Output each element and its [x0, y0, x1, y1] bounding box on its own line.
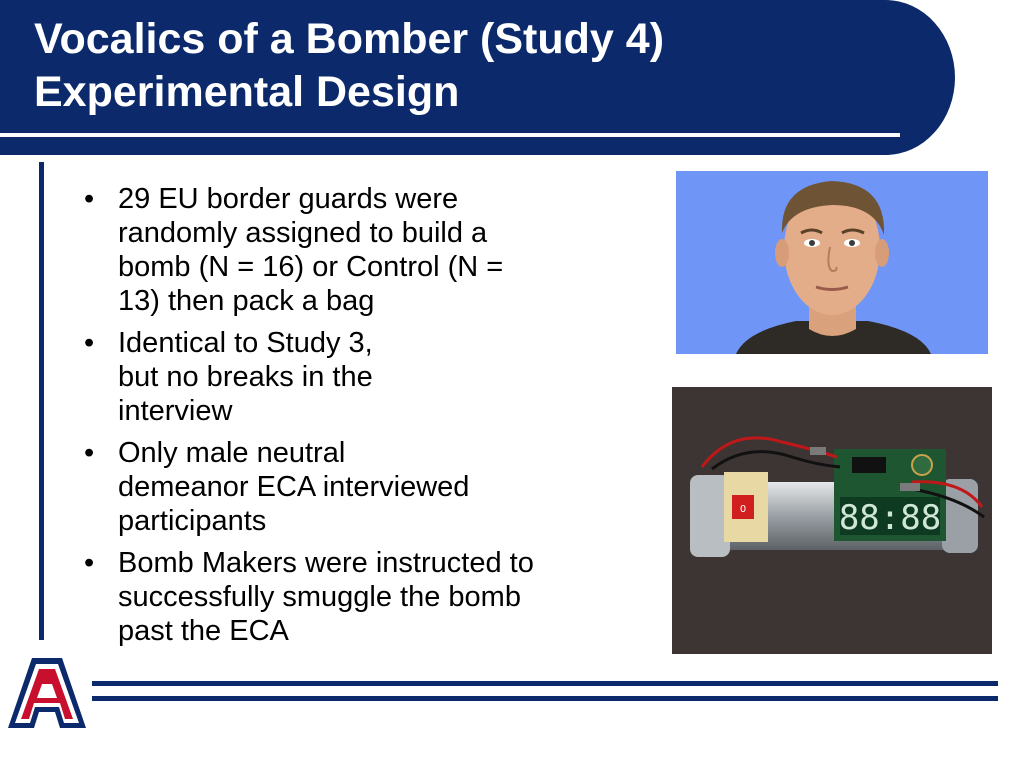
bullet-line: past the ECA — [118, 615, 289, 647]
bomb-timer-display: 88:88 — [838, 498, 942, 538]
title-line-2: Experimental Design — [34, 68, 460, 116]
bullet-line: • Only male neutral — [118, 437, 346, 469]
bullet-item — [80, 436, 640, 538]
pipe-bomb-illustration — [672, 387, 992, 654]
university-logo — [8, 656, 86, 730]
bullet-item — [80, 182, 640, 318]
slide-title — [34, 13, 664, 119]
bullet-line: successfully smuggle the bomb — [118, 581, 521, 613]
bullet-line: interview — [118, 395, 233, 427]
bullet-line: bomb (N = 16) or Control (N = — [118, 251, 504, 283]
side-accent-bar — [39, 162, 44, 640]
bullet-line: but no breaks in the — [118, 361, 373, 393]
bullet-item — [80, 326, 640, 428]
bullet-line: • 29 EU border guards were — [118, 183, 459, 215]
footer-rule-top — [92, 681, 998, 686]
bullet-line: demeanor ECA interviewed — [118, 471, 470, 503]
bomb-device-image — [672, 387, 992, 654]
footer-rule-bottom — [92, 696, 998, 701]
title-line-1: Vocalics of a Bomber (Study 4) — [34, 15, 665, 63]
bullet-line: 13) then pack a bag — [118, 285, 375, 317]
block-a-logo-icon — [8, 656, 86, 730]
bullet-line: • Identical to Study 3, — [118, 327, 373, 359]
bullet-item — [80, 546, 640, 648]
title-underline — [0, 133, 900, 137]
bullet-list — [80, 182, 640, 656]
bullet-line: • Bomb Makers were instructed to — [118, 547, 534, 579]
eca-portrait-image — [676, 171, 988, 354]
avatar-face-illustration — [676, 171, 988, 354]
bullet-line: participants — [118, 505, 267, 537]
bullet-line: randomly assigned to build a — [118, 217, 488, 249]
bomb-switch-label: 0 — [739, 504, 747, 515]
